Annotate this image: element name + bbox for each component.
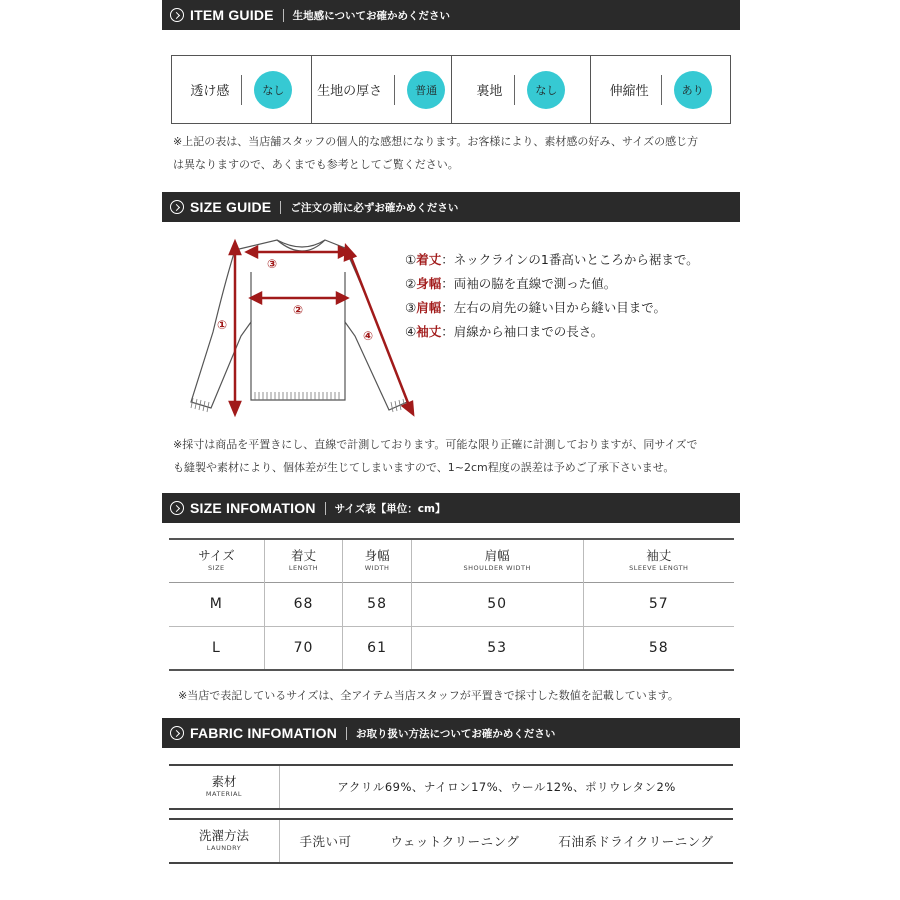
- chevron-circle-icon: [170, 200, 184, 214]
- marker-shoulder: ③: [267, 257, 278, 271]
- chevron-circle-icon: [170, 8, 184, 22]
- laundry-row: 洗濯方法 LAUNDRY 手洗い可 ウェットクリーニング 石油系ドライクリーニング: [169, 818, 733, 864]
- laundry-values: [280, 832, 733, 850]
- guide-thickness: 生地の厚さ 普通: [312, 56, 452, 123]
- guide-transparency: 透け感 なし: [172, 56, 312, 123]
- section-title: ITEM GUIDE: [190, 7, 274, 23]
- size-info-header: [162, 493, 740, 523]
- item-guide-table: [171, 55, 731, 124]
- size-guide-note: ※採寸は商品を平置きにし、直線で計測しております。可能な限り正確に計測しておりますが、同サイズで も縫製や素材により、個体差が生じてしまいますので、1~2cm程度の誤差は予めご了承下さいませ。: [173, 438, 698, 474]
- table-row: M 68 58 50 57: [169, 582, 734, 626]
- definition-length: ①着丈：ネックラインの1番高いところから裾まで。: [405, 252, 699, 267]
- section-subtitle: お取り扱い方法についてお確かめください: [356, 727, 556, 740]
- definition-sleeve: ④袖丈：肩線から袖口までの長さ。: [405, 324, 604, 339]
- section-title: SIZE GUIDE: [190, 199, 272, 215]
- guide-badge: なし: [527, 71, 565, 109]
- size-guide-header: [162, 192, 740, 222]
- size-table: [169, 538, 734, 671]
- section-subtitle: 生地感についてお確かめください: [292, 9, 450, 22]
- item-guide-header: [162, 0, 740, 30]
- marker-sleeve: ④: [363, 329, 374, 343]
- fabric-info-header: [162, 718, 740, 748]
- section-subtitle: サイズ表【単位：cm】: [334, 502, 446, 515]
- item-guide-note: ※上記の表は、当店舗スタッフの個人的な感想になります。お客様により、素材感の好み、サイズの感じ方 は異なりますので、あくまでも参考としてご覧ください。: [173, 135, 699, 171]
- sweater-diagram: [185, 232, 420, 422]
- material-row: 素材 MATERIAL アクリル69%、ナイロン17%、ウール12%、ポリウレタン2%: [169, 764, 733, 810]
- section-title: SIZE INFOMATION: [190, 500, 316, 516]
- section-subtitle: ご注文の前に必ずお確かめください: [290, 201, 459, 214]
- laundry-item: 石油系ドライクリーニング: [558, 834, 714, 849]
- guide-lining: 裏地 なし: [452, 56, 592, 123]
- size-table-header: サイズ SIZE 着丈 LENGTH 身幅 WIDTH 肩幅 SHOULDER WIDTH 袖丈 SLEEVE LENGTH: [169, 539, 734, 582]
- section-title: FABRIC INFOMATION: [190, 725, 338, 741]
- chevron-circle-icon: [170, 501, 184, 515]
- material-value: アクリル69%、ナイロン17%、ウール12%、ポリウレタン2%: [337, 780, 676, 794]
- guide-badge: なし: [254, 71, 292, 109]
- marker-length: ①: [217, 318, 228, 332]
- laundry-item: ウェットクリーニング: [390, 834, 520, 849]
- chevron-circle-icon: [170, 726, 184, 740]
- definition-shoulder: ③肩幅：左右の肩先の縫い目から縫い目まで。: [405, 300, 666, 315]
- marker-width: ②: [293, 303, 304, 317]
- laundry-item: 手洗い可: [299, 834, 352, 849]
- guide-badge: あり: [674, 71, 712, 109]
- guide-badge: 普通: [407, 71, 445, 109]
- table-row: L 70 61 53 58: [169, 626, 734, 670]
- guide-stretch: 伸縮性 あり: [591, 56, 730, 123]
- definition-width: ②身幅：両袖の脇を直線で測った値。: [405, 276, 617, 291]
- size-table-note: ※当店で表記しているサイズは、全アイテム当店スタッフが平置きで採寸した数値を記載しています。: [178, 689, 679, 702]
